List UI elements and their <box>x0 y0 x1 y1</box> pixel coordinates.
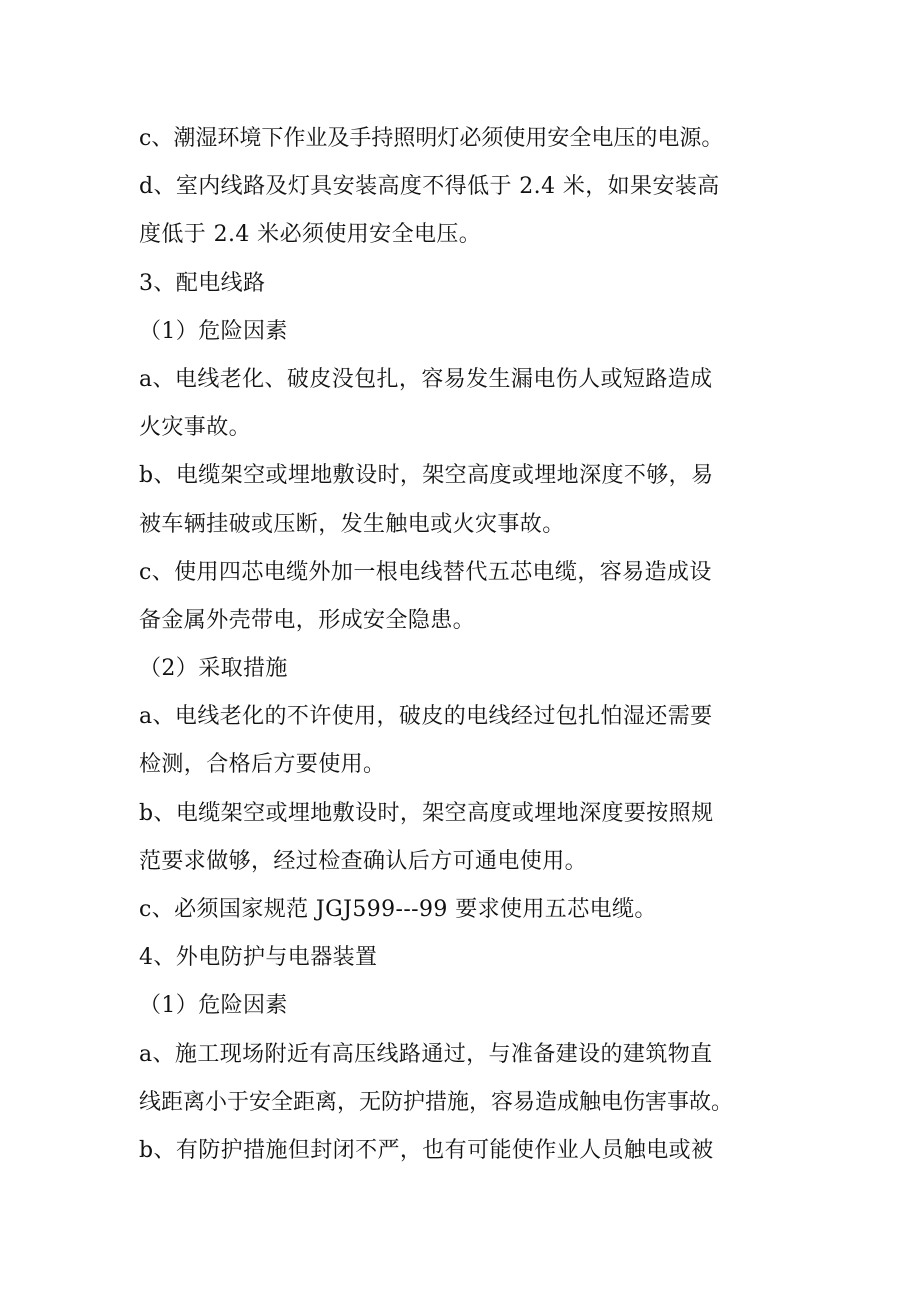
subsection-heading: （2）采取措施 <box>139 656 288 682</box>
text-line: a、施工现场附近有高压线路通过，与准备建设的建筑物直 <box>139 1041 713 1067</box>
text-line: 范要求做够，经过检查确认后方可通电使用。 <box>139 848 588 874</box>
text-line: b、电缆架空或埋地敷设时，架空高度或埋地深度要按照规 <box>139 800 714 826</box>
section-heading: 4、外电防护与电器装置 <box>139 945 378 971</box>
text-line: d、室内线路及灯具安装高度不得低于 2.4 米，如果安装高 <box>139 174 720 200</box>
document-body <box>139 115 789 1175</box>
text-line: 备金属外壳带电，形成安全隐患。 <box>139 607 476 633</box>
text-line: 线距离小于安全距离，无防护措施，容易造成触电伤害事故。 <box>139 1089 734 1115</box>
text-line: 被车辆挂破或压断，发生触电或火灾事故。 <box>139 511 565 537</box>
text-line: 度低于 2.4 米必须使用安全电压。 <box>139 222 482 248</box>
text-line: a、电线老化的不许使用，破皮的电线经过包扎怕湿还需要 <box>139 704 713 730</box>
text-line: c、使用四芯电缆外加一根电线替代五芯电缆，容易造成设 <box>139 559 712 585</box>
text-line: a、电线老化、破皮没包扎，容易发生漏电伤人或短路造成 <box>139 366 713 392</box>
text-line: 火灾事故。 <box>139 415 252 441</box>
section-heading: 3、配电线路 <box>139 270 266 296</box>
text-line: b、电缆架空或埋地敷设时，架空高度或埋地深度不够，易 <box>139 463 714 489</box>
text-line: c、潮湿环境下作业及手持照明灯必须使用安全电压的电源。 <box>139 126 724 151</box>
text-line: b、有防护措施但封闭不严，也有可能使作业人员触电或被 <box>139 1137 714 1163</box>
subsection-heading: （1）危险因素 <box>139 993 288 1019</box>
text-line: 检测，合格后方要使用。 <box>139 752 386 778</box>
subsection-heading: （1）危险因素 <box>139 318 288 344</box>
text-line: c、必须国家规范 JGJ599---99 要求使用五芯电缆。 <box>139 897 657 922</box>
